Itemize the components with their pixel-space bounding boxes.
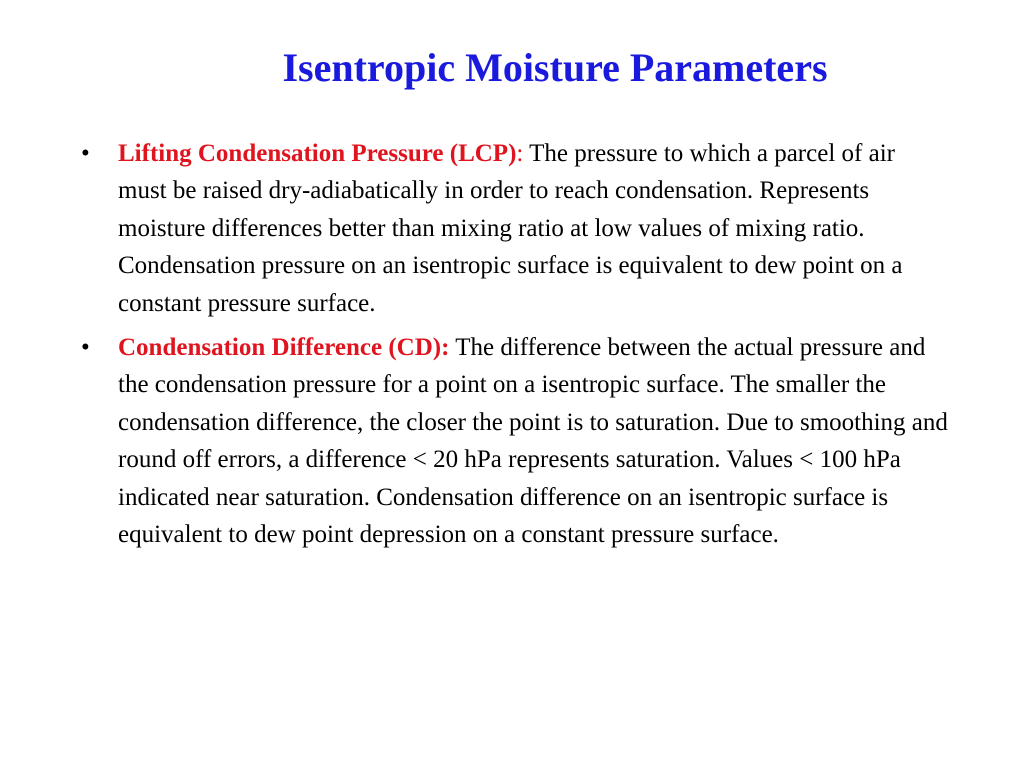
bullet-term: Condensation Difference (CD): — [118, 334, 450, 362]
bullet-item-lcp — [76, 135, 948, 322]
bullet-term: Lifting Condensation Pressure (LCP) — [118, 140, 517, 167]
bullet-list — [76, 135, 948, 560]
bullet-term-suffix: : — [516, 140, 524, 167]
bullet-description: The pressure to which a parcel of air must be raised dry-adiabatically in order to reach condensation. Represents moisture differences better than mixing ratio at low values of mixing ratio. Condensation pressure on an isentropic surface is equivalent to dew point on a constant pressure surface. — [118, 140, 903, 317]
bullet-item-cd — [76, 329, 948, 553]
bullet-marker: • — [81, 140, 90, 167]
slide-title: Isentropic Moisture Parameters — [282, 45, 828, 90]
bullet-description: The difference between the actual pressure and the condensation pressure for a point on a isentropic surface. The smaller the condensation difference, the closer the point is to saturation. Due to smoothing and round off errors, a difference < 20 hPa represents saturation. Values < 100 hPa indicated near saturation. Condensation difference on an isentropic surface is equivalent to dew point depression on a constant pressure surface. — [118, 334, 948, 549]
bullet-marker: • — [81, 334, 90, 362]
